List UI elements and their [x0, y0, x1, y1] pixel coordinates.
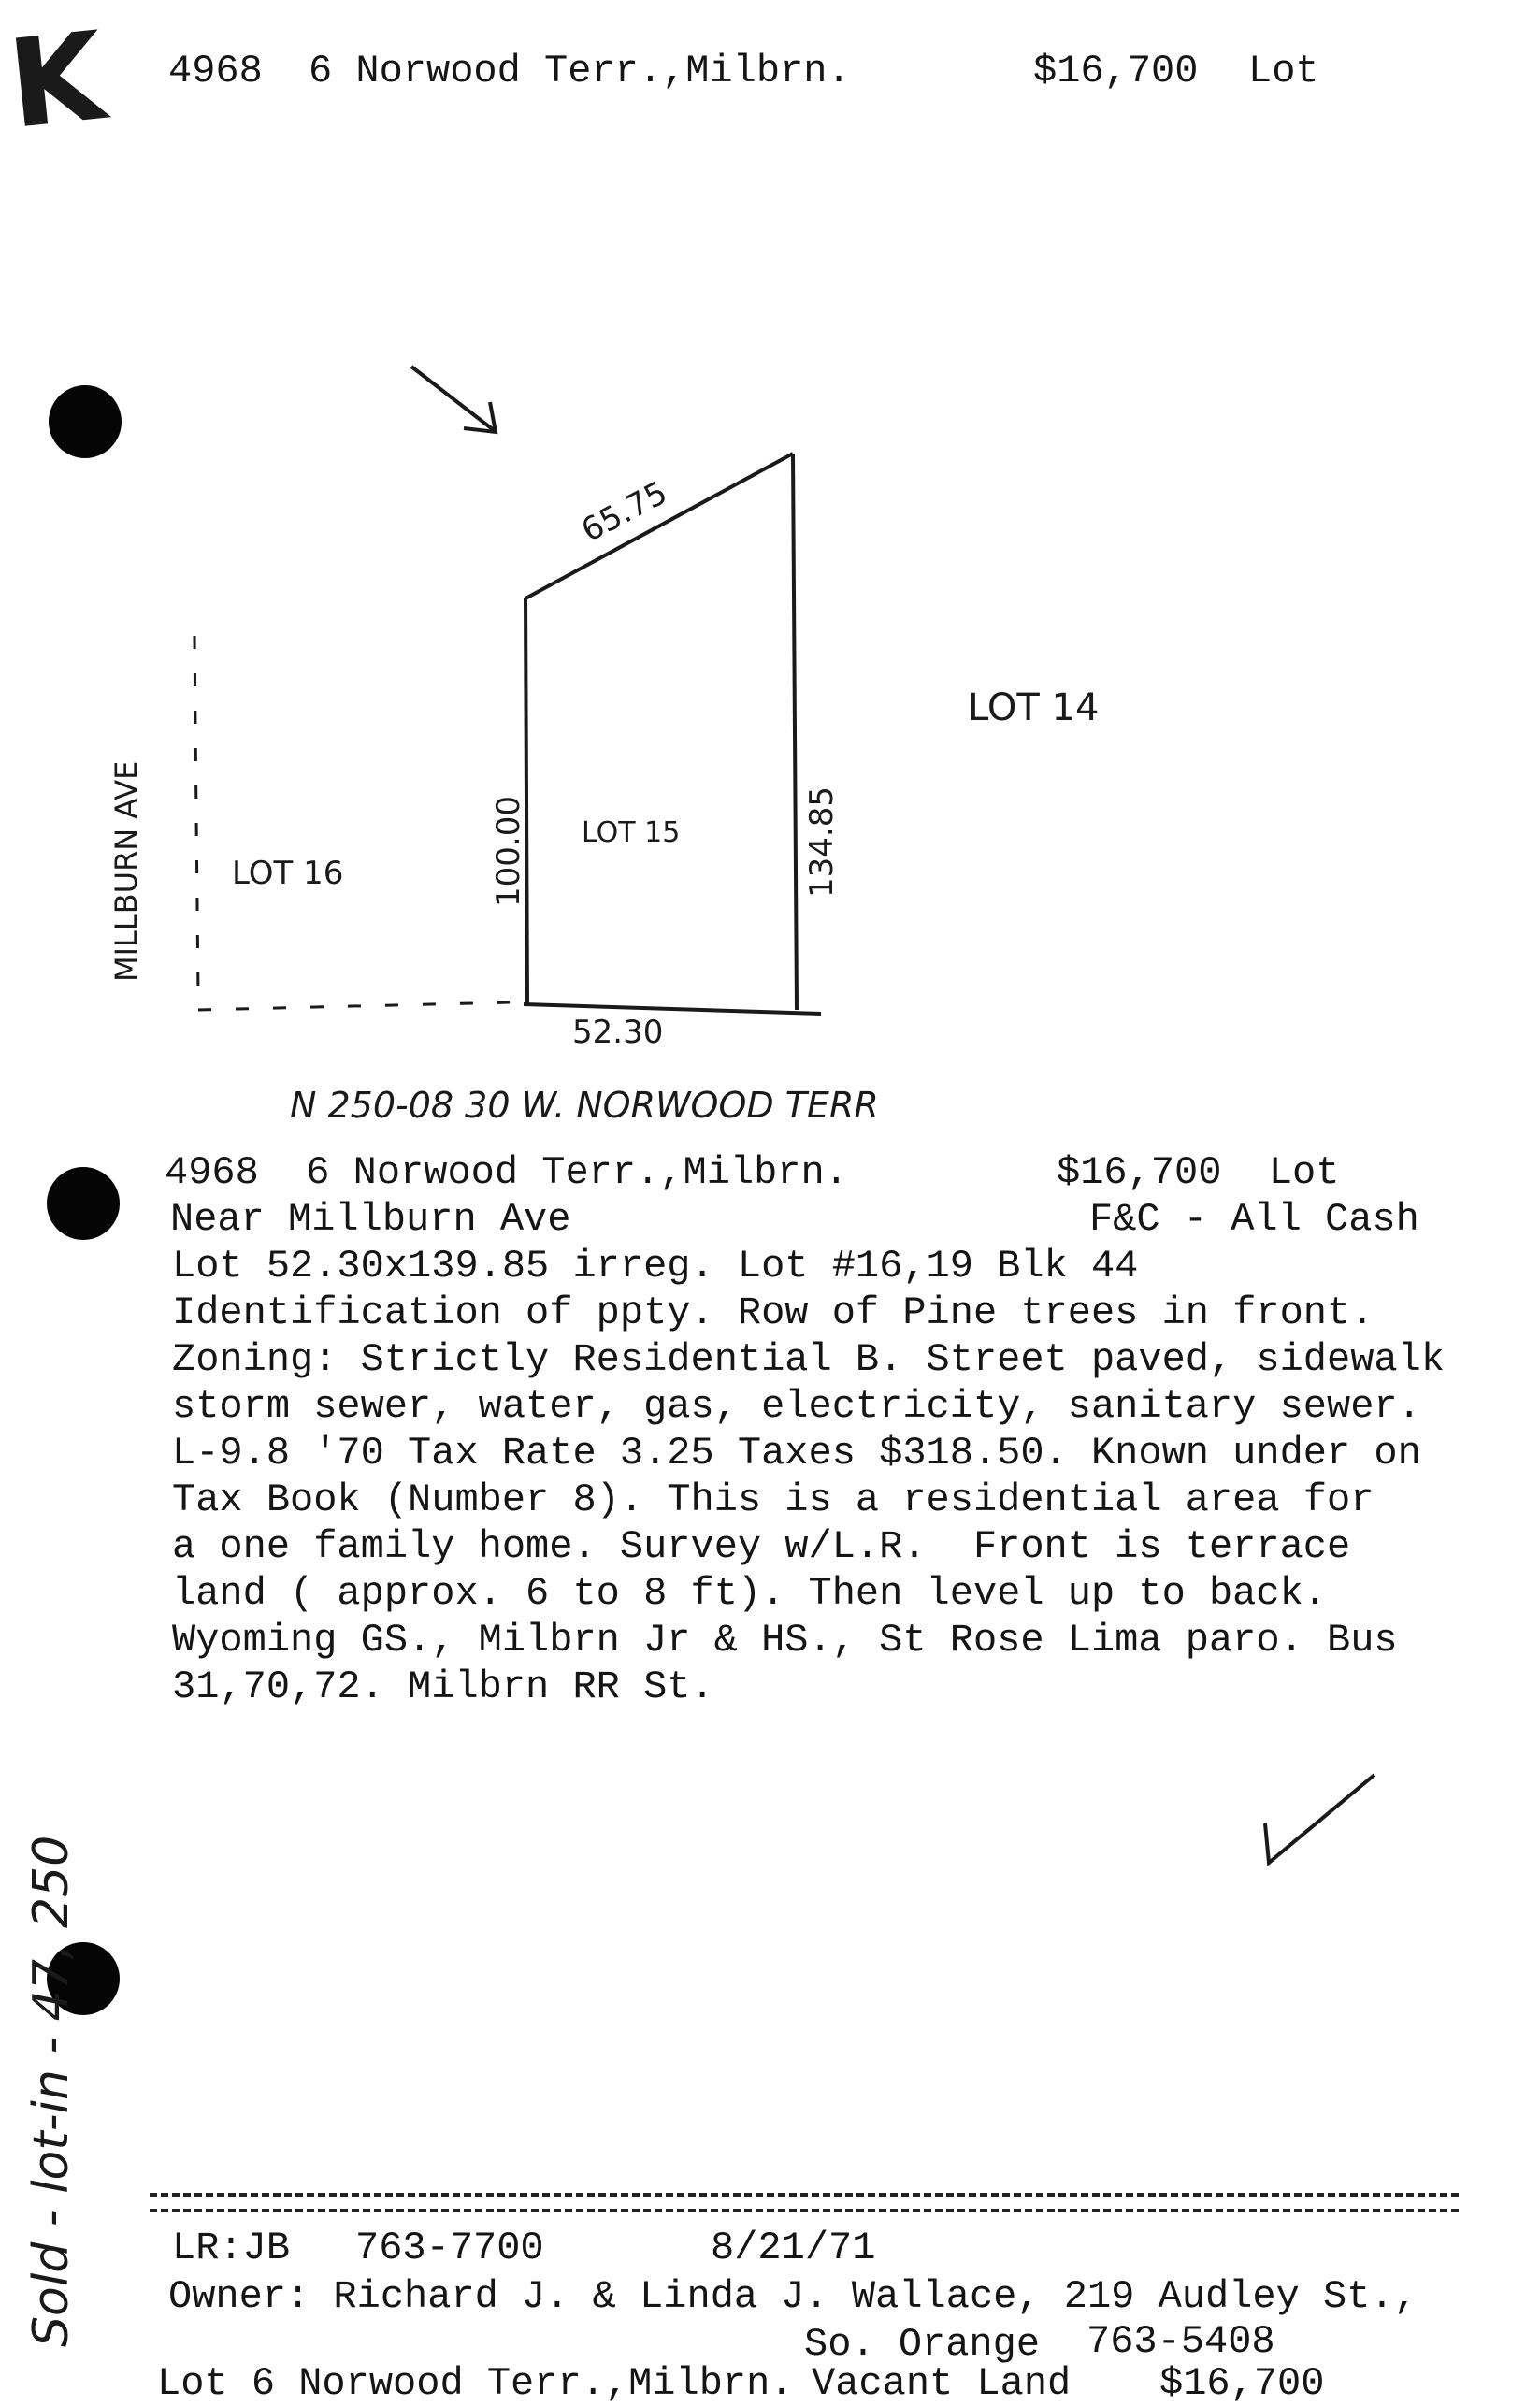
lot-sketch — [0, 0, 1540, 1141]
millburn-ave-boundary — [194, 636, 510, 1010]
header-address: 6 Norwood Terr.,Milbrn. — [309, 49, 851, 94]
lot-16-label: LOT 16 — [232, 855, 344, 892]
dim-left: 100.00 — [490, 796, 527, 907]
margin-note: Sold - lot-in - 47, 250 — [23, 1835, 79, 2347]
footer-owner-phone: 763-5408 — [1087, 2319, 1275, 2364]
listing-body-line: Wyoming GS., Milbrn Jr & HS., St Rose Lima paro. Bus — [172, 1618, 1398, 1663]
footer-divider — [150, 2193, 1459, 2197]
listing-body-line: Tax Book (Number 8). This is a residential area for — [172, 1477, 1374, 1522]
footer-agent-phone: 763-7700 — [355, 2226, 544, 2270]
index-letter: K — [2, 5, 111, 156]
sketch-caption: N 250-08 30 W. NORWOOD TERR — [290, 1085, 879, 1126]
header-listing-no: 4968 — [168, 49, 263, 94]
dim-bottom: 52.30 — [572, 1014, 664, 1051]
listing-body-line: land ( approx. 6 to 8 ft). Then level up to back. — [172, 1571, 1328, 1616]
footer-bottom-mid: Vacant Land — [812, 2361, 1072, 2406]
check-mark-icon — [1258, 1767, 1389, 1880]
footer-agent: LR:JB — [172, 2226, 291, 2270]
lot-15-outline — [524, 454, 821, 1014]
dim-top: 65.75 — [575, 473, 674, 550]
street-label: MILLBURN AVE — [108, 760, 144, 982]
listing-line2-left: Near Millburn Ave — [170, 1197, 571, 1242]
footer-divider-2 — [150, 2209, 1459, 2212]
listing-line2-right: F&C - All Cash — [1089, 1197, 1419, 1242]
footer-owner-city: So. Orange — [804, 2322, 1041, 2367]
arrow-icon — [411, 367, 496, 432]
lot-15-label: LOT 15 — [582, 816, 681, 849]
header-price: $16,700 — [1033, 49, 1199, 94]
dim-right: 134.85 — [803, 786, 841, 898]
listing-line1-right: $16,700 Lot — [1057, 1150, 1340, 1195]
listing-body-line: Zoning: Strictly Residential B. Street paved, sidewalk — [172, 1337, 1446, 1382]
footer-bottom-price: $16,700 — [1159, 2361, 1325, 2406]
listing-body-line: Lot 52.30x139.85 irreg. Lot #16,19 Blk 44 — [172, 1244, 1139, 1289]
listing-body-line: Identification of ppty. Row of Pine trees in front. — [172, 1290, 1374, 1335]
listing-body-line: 31,70,72. Milbrn RR St. — [172, 1664, 714, 1709]
lot-14-label: LOT 14 — [968, 686, 1100, 729]
listing-body-line: a one family home. Survey w/L.R. Front is terrace — [172, 1524, 1351, 1569]
footer-date: 8/21/71 — [711, 2226, 876, 2270]
footer-bottom-left: Lot 6 Norwood Terr.,Milbrn. — [157, 2361, 794, 2406]
listing-body-line: storm sewer, water, gas, electricity, sanitary sewer. — [172, 1384, 1421, 1429]
listing-body-line: L-9.8 '70 Tax Rate 3.25 Taxes $318.50. Known under on — [172, 1431, 1421, 1476]
listing-line1-left: 4968 6 Norwood Terr.,Milbrn. — [165, 1150, 848, 1195]
footer-owner-line: Owner: Richard J. & Linda J. Wallace, 219 Audley St., — [168, 2274, 1418, 2319]
punch-hole-middle — [47, 1167, 120, 1240]
header-type: Lot — [1248, 49, 1319, 94]
